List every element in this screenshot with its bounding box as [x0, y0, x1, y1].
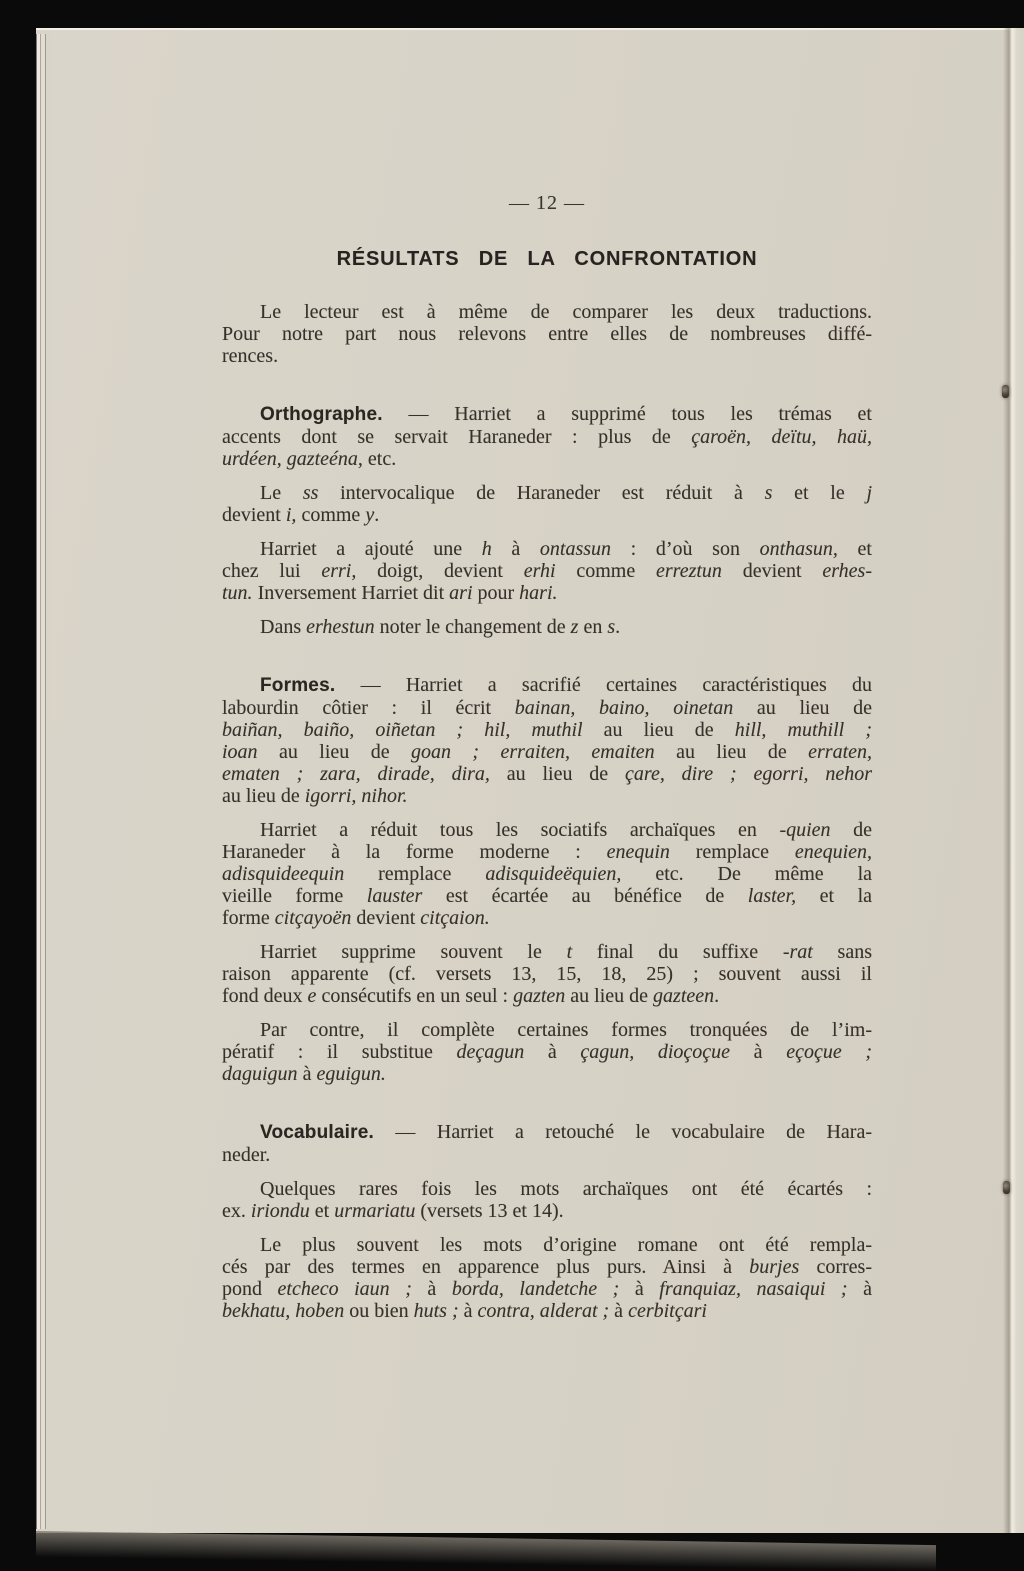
text-line: [222, 941, 872, 963]
text-run: etc.: [362, 448, 397, 470]
text-run: h: [481, 538, 492, 560]
staple-icon: [1003, 1181, 1010, 1194]
text-run: s: [764, 482, 773, 504]
text-run: [303, 763, 320, 785]
text-run: au lieu de: [257, 741, 411, 763]
text-run: remplace: [669, 841, 795, 863]
text-run: Pour notre part nous relevons entre elles de nombreuses diffé-: [222, 323, 872, 345]
text-run: et: [837, 538, 872, 560]
text-run: de: [830, 819, 872, 841]
text-run: gazteen: [653, 985, 715, 1007]
text-line: [222, 885, 872, 907]
text-run: [479, 741, 500, 763]
text-run: Quelques rares fois les mots archaïques ont été écartés :: [260, 1178, 872, 1200]
text-line: [222, 616, 872, 638]
text-run: à: [297, 1063, 317, 1085]
text-line: [222, 345, 872, 367]
text-run: franquiaz, nasaiqui ;: [659, 1278, 848, 1300]
text-run: y: [365, 504, 375, 526]
paragraph-vocabulaire-c: [222, 1234, 872, 1322]
page-shadow: [36, 1531, 936, 1571]
text-run: gazten: [513, 985, 566, 1007]
text-run: -quien: [779, 819, 831, 841]
text-line: [222, 1234, 872, 1256]
text-run: -rat: [782, 941, 813, 963]
text-run: borda, landetche ;: [451, 1278, 620, 1300]
text-run: tun.: [222, 582, 253, 604]
text-run: [634, 1041, 658, 1063]
text-line: [222, 1019, 872, 1041]
text-run: adisquideequin: [222, 863, 345, 885]
text-run: Dans: [260, 616, 307, 638]
text-run: [737, 763, 754, 785]
text-run: erri,: [321, 560, 357, 582]
text-run: noter le changement de: [374, 616, 571, 638]
text-run: citçaion.: [420, 907, 490, 929]
text-line: [222, 1121, 872, 1144]
text-run: Par contre, il complète certaines formes tronquées de l’im-: [260, 1019, 872, 1041]
text-run: consécutifs en un seul :: [316, 985, 514, 1007]
text-run: en: [578, 616, 608, 638]
text-run: rences.: [222, 345, 279, 367]
text-line: [222, 582, 872, 604]
text-run: fond deux: [222, 985, 308, 1007]
text-run: sans: [812, 941, 872, 963]
text-run: (versets 13 et 14).: [415, 1200, 564, 1222]
text-run: ematen ;: [222, 763, 304, 785]
text-run: à: [847, 1278, 872, 1300]
text-run: — Harriet a supprimé tous les trémas et: [382, 403, 872, 425]
text-run: egorri, nehor: [753, 763, 873, 785]
paragraphs-container: [222, 301, 872, 1322]
text-run: dioçoçue: [657, 1041, 731, 1063]
text-run: comme: [296, 504, 366, 526]
text-line: [222, 1300, 872, 1322]
text-run: à: [619, 1278, 660, 1300]
paragraph-orthographe-c: [222, 538, 872, 604]
text-line: [222, 719, 872, 741]
text-line: [222, 963, 872, 985]
text-run: ss: [302, 482, 319, 504]
text-run: à: [524, 1041, 581, 1063]
paragraph-vocabulaire-a: [222, 1121, 872, 1166]
text-line: [222, 907, 872, 929]
text-line: [222, 403, 872, 426]
text-run: erhi: [523, 560, 556, 582]
text-run: erreztun: [656, 560, 722, 582]
text-run: labourdin côtier : il écrit: [222, 697, 515, 719]
paragraph-formes-b: [222, 819, 872, 929]
text-run: et: [309, 1200, 335, 1222]
text-run: urdéen, gazteéna,: [222, 448, 363, 470]
paragraph-lead-word: Orthographe.: [260, 404, 383, 425]
text-line: [222, 1041, 872, 1063]
text-run: Haraneder à la forme moderne :: [222, 841, 607, 863]
text-run: etcheco iaun ;: [277, 1278, 412, 1300]
text-run: lauster: [366, 885, 423, 907]
text-run: remplace: [344, 863, 486, 885]
text-run: forme: [222, 907, 275, 929]
text-run: citçayoën: [274, 907, 352, 929]
text-run: ex.: [222, 1200, 251, 1222]
text-run: bekhatu, hoben: [222, 1300, 345, 1322]
text-run: laster,: [747, 885, 797, 907]
paragraph-intro: [222, 301, 872, 367]
paragraph-lead-word: Formes.: [260, 675, 336, 696]
text-line: [222, 323, 872, 345]
paragraph-lead-word: Vocabulaire.: [260, 1122, 374, 1143]
text-run: devient: [721, 560, 823, 582]
text-run: iriondu: [250, 1200, 310, 1222]
page-number: — 12 —: [509, 192, 585, 214]
text-run: à: [458, 1300, 478, 1322]
text-run: bainan, baino, oinetan: [514, 697, 734, 719]
text-line: [222, 448, 872, 470]
page-fold-crease: [1003, 28, 1024, 1533]
staple-icon: [1002, 385, 1009, 398]
text-line: [222, 863, 872, 885]
text-run: — Harriet a sacrifié certaines caractéristiques du: [335, 674, 872, 696]
text-line: [222, 538, 872, 560]
text-run: au lieu de: [654, 741, 809, 763]
text-run: pour: [472, 582, 520, 604]
text-run: à: [730, 1041, 787, 1063]
text-line: [222, 741, 872, 763]
text-run: : d’où son: [611, 538, 760, 560]
text-line: [222, 785, 872, 807]
text-run: j: [866, 482, 872, 504]
text-run: erhestun: [306, 616, 375, 638]
text-run: Le plus souvent les mots d’origine romane ont été rempla-: [260, 1234, 872, 1256]
text-line: [222, 1200, 872, 1222]
section-heading: RÉSULTATS DE LA CONFRONTATION: [336, 248, 758, 270]
text-line: [222, 1178, 872, 1200]
text-line: [222, 504, 872, 526]
text-run: çagun,: [580, 1041, 635, 1063]
text-run: à: [411, 1278, 452, 1300]
text-run: devient: [222, 504, 286, 526]
text-run: goan ;: [411, 741, 480, 763]
text-run: .: [615, 616, 621, 638]
text-line: [222, 819, 872, 841]
text-run: à: [609, 1300, 629, 1322]
text-run: ontassun: [539, 538, 612, 560]
book-page: [36, 28, 1024, 1533]
paragraph-orthographe-a: [222, 403, 872, 470]
text-run: enequien,: [794, 841, 872, 863]
text-run: au lieu de: [565, 985, 654, 1007]
text-run: au lieu de: [733, 697, 873, 719]
text-run: t: [566, 941, 573, 963]
text-line: [222, 763, 872, 785]
text-run: huts ;: [413, 1300, 459, 1322]
text-run: etc. De même la: [621, 863, 872, 885]
text-run: eçoçue ;: [786, 1041, 872, 1063]
text-run: erhes-: [822, 560, 872, 582]
text-run: pond: [222, 1278, 278, 1300]
text-run: chez lui: [222, 560, 322, 582]
text-run: à: [491, 538, 540, 560]
text-run: adisquideëquien,: [485, 863, 622, 885]
paragraph-formes-c: [222, 941, 872, 1007]
text-run: Le: [260, 482, 303, 504]
text-run: ioan: [222, 741, 258, 763]
paragraph-vocabulaire-b: [222, 1178, 872, 1222]
text-run: Harriet supprime souvent le: [260, 941, 567, 963]
text-run: s: [607, 616, 616, 638]
text-line: [222, 841, 872, 863]
text-run: erraten,: [808, 741, 873, 763]
text-line: [222, 482, 872, 504]
text-run: neder.: [222, 1144, 271, 1166]
text-run: çare, dire ;: [625, 763, 737, 785]
text-run: contra, alderat ;: [477, 1300, 610, 1322]
text-line: [222, 560, 872, 582]
text-run: Harriet a réduit tous les sociatifs archaïques en: [260, 819, 780, 841]
text-run: accents dont se servait Haraneder : plus de: [222, 426, 692, 448]
text-run: au lieu de: [222, 785, 305, 807]
text-line: [222, 985, 872, 1007]
text-run: hill, muthill ;: [734, 719, 872, 741]
text-run: Harriet a ajouté une: [260, 538, 482, 560]
text-run: ari: [449, 582, 473, 604]
text-run: et la: [796, 885, 873, 907]
text-run: corres-: [799, 1256, 872, 1278]
text-line: [222, 426, 872, 448]
text-line: [222, 1144, 872, 1166]
text-run: baiñan, baiño, oiñetan ; hil, muthil: [222, 719, 583, 741]
text-line: [222, 674, 872, 697]
text-run: final du suffixe: [572, 941, 783, 963]
text-run: .: [374, 504, 380, 526]
page-text-column: [222, 28, 872, 1322]
paragraph-orthographe-d: [222, 616, 872, 638]
text-run: daguigun: [222, 1063, 298, 1085]
text-run: au lieu de: [582, 719, 735, 741]
text-run: pératif : il substitue: [222, 1041, 457, 1063]
text-run: vieille forme: [222, 885, 367, 907]
text-run: onthasun,: [759, 538, 838, 560]
paragraph-formes-d: [222, 1019, 872, 1085]
paragraph-orthographe-b: [222, 482, 872, 526]
page-edge-stack: [36, 34, 51, 1529]
text-line: [222, 1278, 872, 1300]
text-run: cerbitçari: [628, 1300, 707, 1322]
text-run: çaroën, deïtu, haü,: [691, 426, 872, 448]
text-run: zara, dirade, dira,: [320, 763, 490, 785]
text-run: devient: [351, 907, 421, 929]
text-run: z: [570, 616, 579, 638]
text-line: [222, 1063, 872, 1085]
text-run: Le lecteur est à même de comparer les deux traductions.: [260, 301, 872, 323]
text-run: igorri, nihor.: [304, 785, 408, 807]
text-run: au lieu de: [489, 763, 626, 785]
text-run: comme: [555, 560, 656, 582]
text-run: ou bien: [344, 1300, 414, 1322]
text-line: [222, 1256, 872, 1278]
text-run: e: [307, 985, 317, 1007]
text-run: raison apparente (cf. versets 13, 15, 18, 25) ; souvent aussi il: [222, 963, 872, 985]
text-run: eguigun.: [316, 1063, 386, 1085]
text-run: urmariatu: [334, 1200, 416, 1222]
text-run: .: [714, 985, 720, 1007]
text-run: burjes: [749, 1256, 800, 1278]
text-run: i,: [285, 504, 297, 526]
text-run: et le: [772, 482, 867, 504]
text-run: cés par des termes en apparence plus purs. Ainsi à: [222, 1256, 750, 1278]
paragraph-formes-a: [222, 674, 872, 807]
text-run: — Harriet a retouché le vocabulaire de Hara-: [373, 1121, 872, 1143]
text-run: doigt, devient: [356, 560, 524, 582]
text-run: hari.: [519, 582, 558, 604]
text-run: enequin: [606, 841, 670, 863]
text-run: deçagun: [456, 1041, 525, 1063]
text-run: Inversement Harriet dit: [252, 582, 450, 604]
text-run: erraiten, emaiten: [500, 741, 655, 763]
text-line: [222, 697, 872, 719]
text-line: [222, 301, 872, 323]
text-run: intervocalique de Haraneder est réduit à: [318, 482, 765, 504]
text-run: est écartée au bénéfice de: [422, 885, 748, 907]
